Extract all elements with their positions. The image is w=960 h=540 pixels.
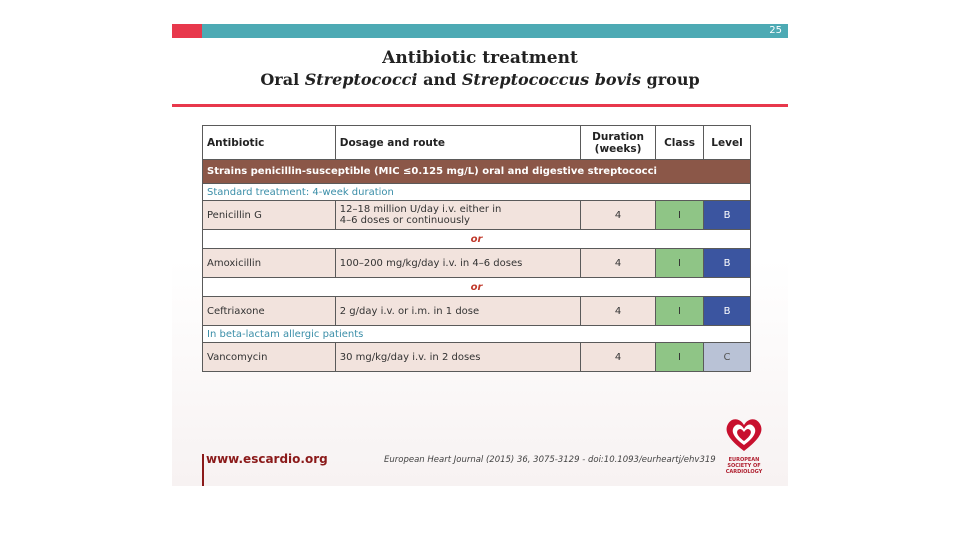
- allergic-label: In beta-lactam allergic patients: [203, 326, 751, 343]
- heart-logo-icon: [724, 417, 764, 453]
- esc-logo: [720, 417, 768, 487]
- level-cell: C: [704, 343, 751, 372]
- table-row: [203, 249, 751, 278]
- dosage-cell: 2 g/day i.v. or i.m. in 1 dose: [335, 297, 580, 326]
- header-class: Class: [656, 126, 704, 160]
- or-label: or: [203, 230, 751, 249]
- footer-url-link[interactable]: www.escardio.org: [206, 452, 328, 466]
- class-cell: I: [656, 201, 704, 230]
- class-cell: I: [656, 249, 704, 278]
- title-divider: [172, 104, 788, 107]
- duration-cell: 4: [581, 249, 656, 278]
- logo-text-2: SOCIETY OF: [727, 463, 761, 469]
- class-cell: I: [656, 343, 704, 372]
- header-duration: Duration (weeks): [581, 126, 656, 160]
- level-cell: B: [704, 201, 751, 230]
- title-text: group: [640, 70, 700, 89]
- table-row: [203, 343, 751, 372]
- header-level: Level: [704, 126, 751, 160]
- top-bar: [172, 24, 788, 38]
- top-bar-accent: [172, 24, 202, 38]
- strain-row: [203, 160, 751, 184]
- footer-divider: [202, 454, 204, 486]
- dosage-line: 4–6 doses or continuously: [339, 215, 470, 226]
- header-antibiotic: Antibiotic: [203, 126, 336, 160]
- table-row: [203, 201, 751, 230]
- title-text: and: [417, 70, 462, 89]
- slide: [172, 24, 788, 486]
- duration-cell: 4: [581, 297, 656, 326]
- class-cell: I: [656, 297, 704, 326]
- title-italic-streptococci: Streptococci: [304, 70, 418, 89]
- slide-title: [172, 48, 788, 91]
- allergic-row: [203, 326, 751, 343]
- title-line-2: [172, 69, 788, 91]
- slide-number: 25: [769, 25, 782, 36]
- level-cell: B: [704, 249, 751, 278]
- level-cell: B: [704, 297, 751, 326]
- title-italic-bovis: Streptococcus bovis: [461, 70, 641, 89]
- standard-row: [203, 184, 751, 201]
- or-row: [203, 230, 751, 249]
- dosage-line: 12–18 million U/day i.v. either in: [339, 204, 502, 215]
- antibiotic-cell: Penicillin G: [203, 201, 336, 230]
- or-row: [203, 278, 751, 297]
- duration-cell: 4: [581, 343, 656, 372]
- logo-text-1: EUROPEAN: [728, 457, 760, 463]
- antibiotic-table: [202, 125, 751, 372]
- duration-cell: 4: [581, 201, 656, 230]
- antibiotic-cell: Vancomycin: [203, 343, 336, 372]
- strain-label: Strains penicillin-susceptible (MIC ≤0.125 mg/L) oral and digestive streptococci: [203, 160, 751, 184]
- antibiotic-cell: Amoxicillin: [203, 249, 336, 278]
- dosage-cell: 100–200 mg/kg/day i.v. in 4–6 doses: [335, 249, 580, 278]
- footer-citation: European Heart Journal (2015) 36, 3075-3129 - doi:10.1093/eurheartj/ehv319: [384, 455, 716, 465]
- dosage-cell: 30 mg/kg/day i.v. in 2 doses: [335, 343, 580, 372]
- header-dosage: Dosage and route: [335, 126, 580, 160]
- dosage-cell: [335, 201, 580, 230]
- title-text: Oral: [260, 70, 305, 89]
- table-header-row: [203, 126, 751, 160]
- standard-label: Standard treatment: 4-week duration: [203, 184, 751, 201]
- or-label: or: [203, 278, 751, 297]
- antibiotic-cell: Ceftriaxone: [203, 297, 336, 326]
- table-row: [203, 297, 751, 326]
- title-line-1: Antibiotic treatment: [382, 48, 578, 68]
- logo-text-3: CARDIOLOGY: [725, 469, 763, 475]
